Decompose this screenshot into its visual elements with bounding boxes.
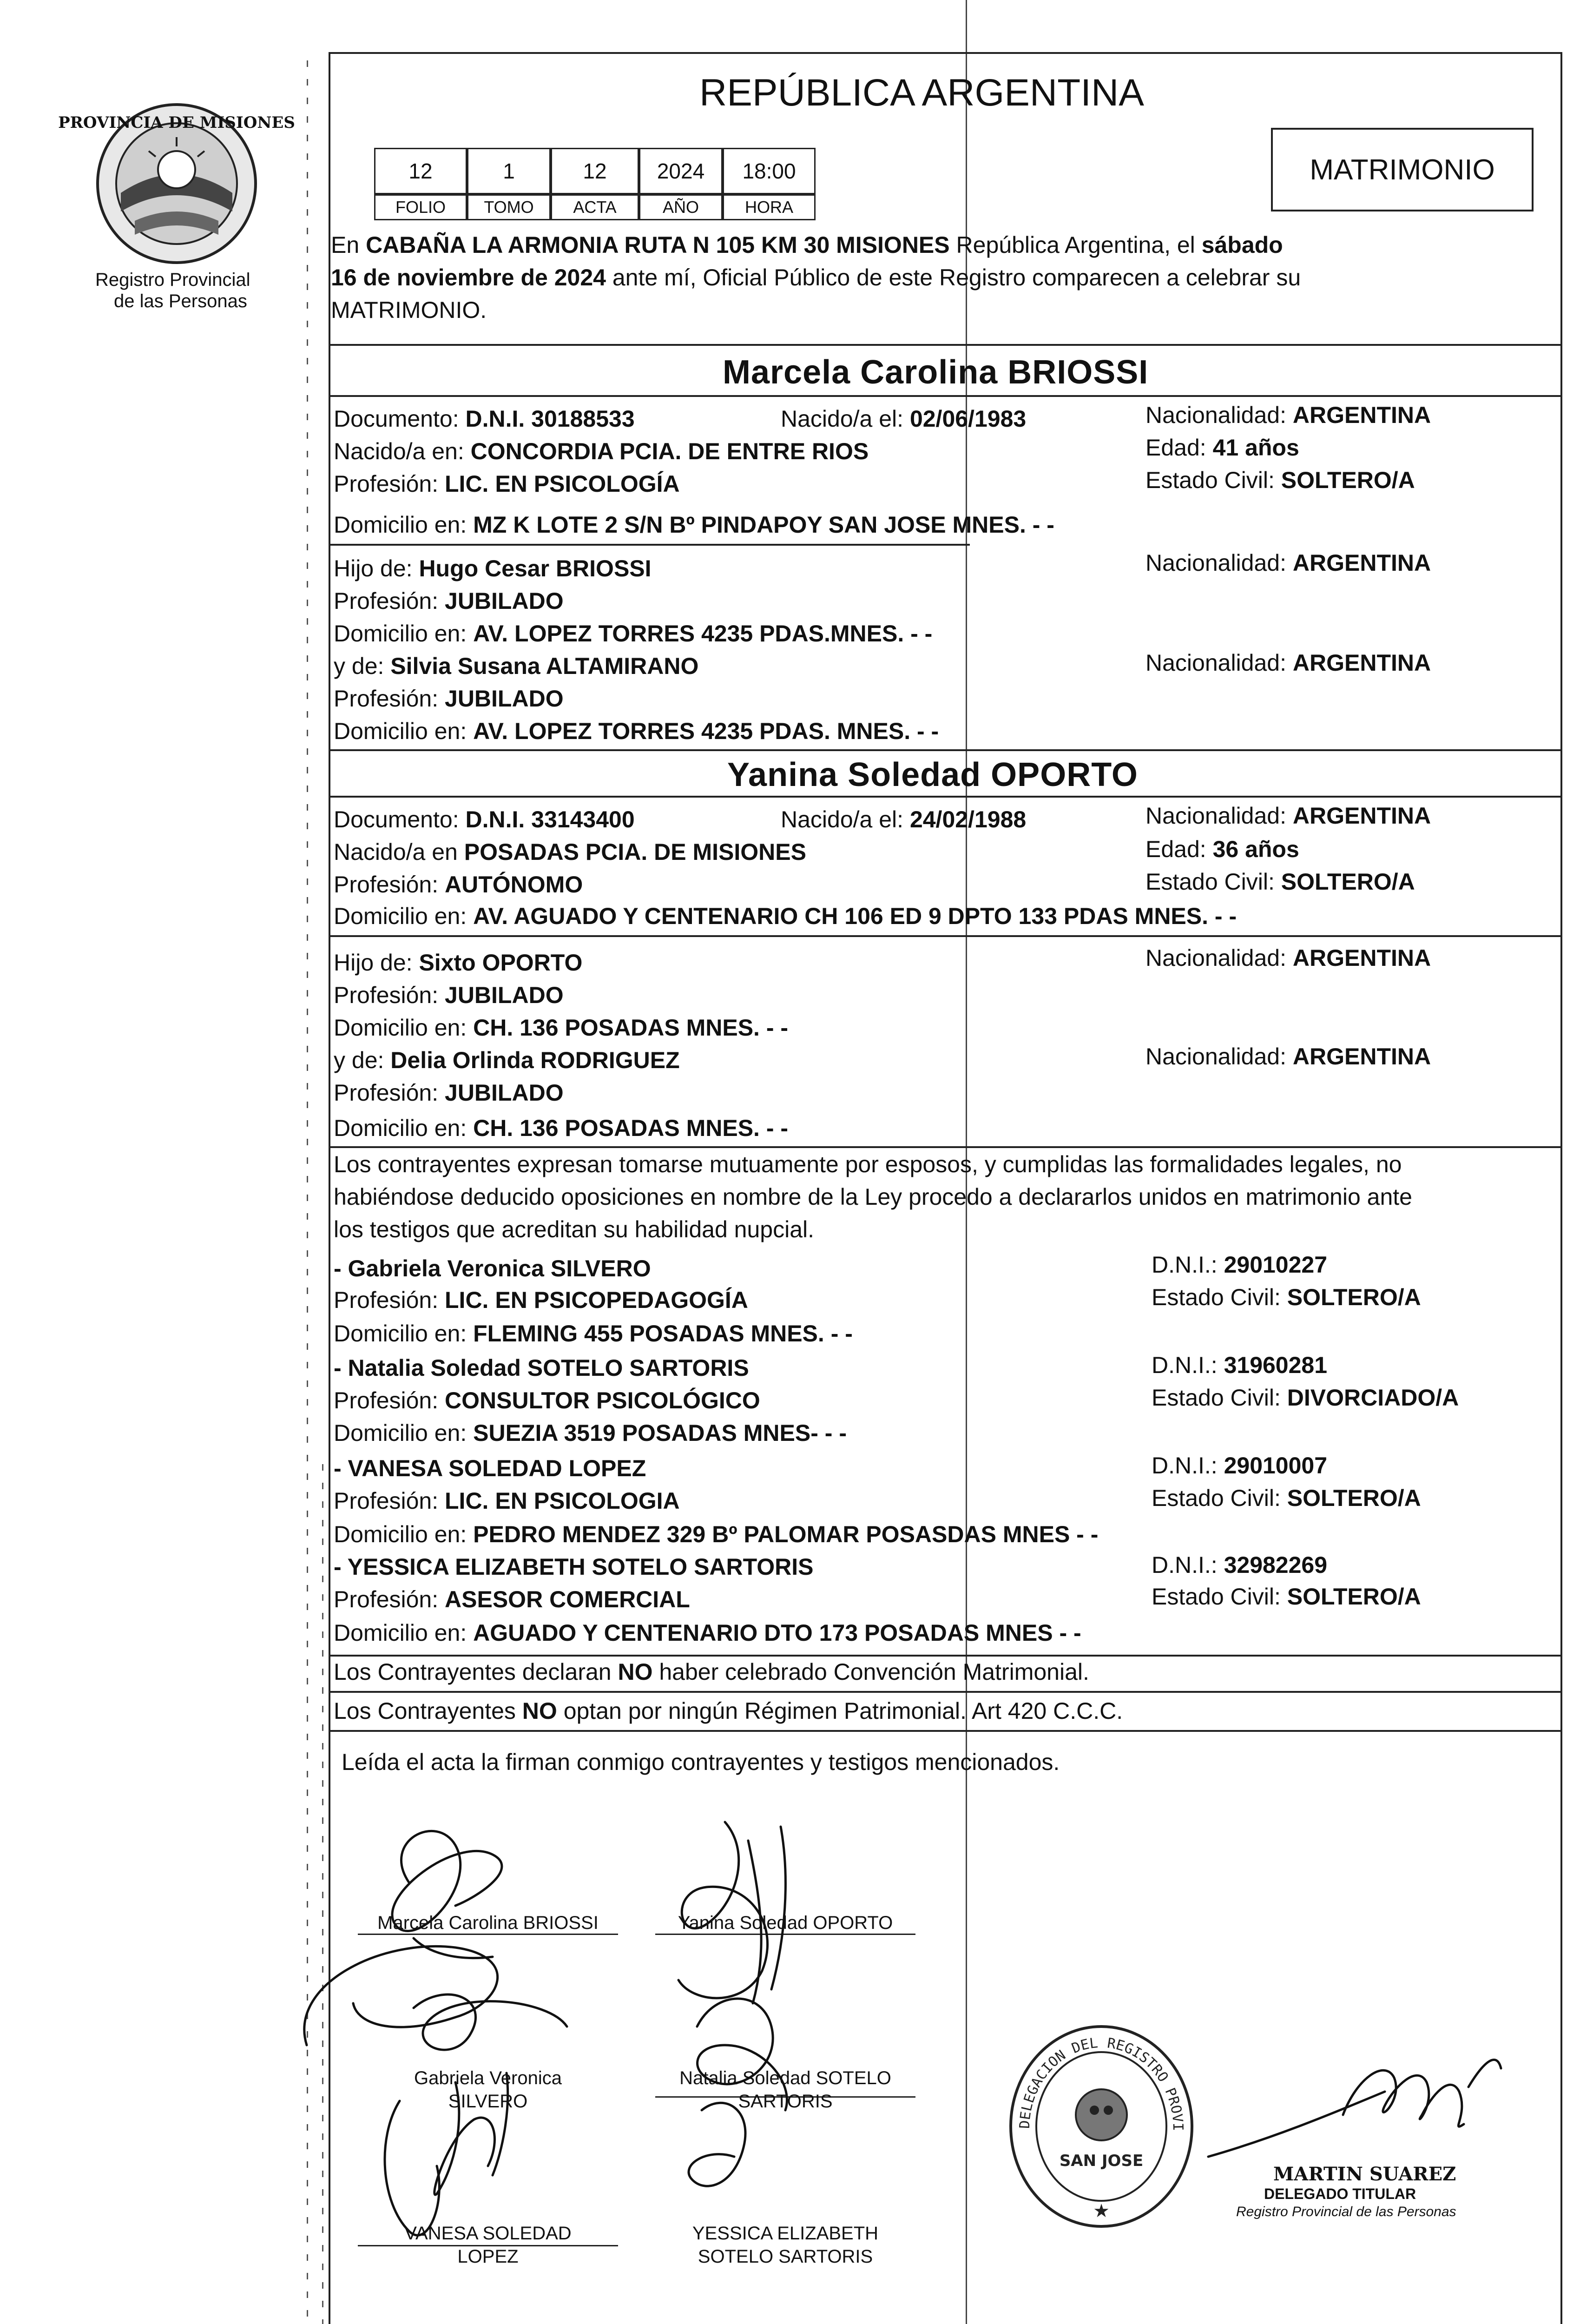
witness-civil-status: Estado Civil: SOLTERO/A — [1152, 1584, 1421, 1610]
spouse2-mother: y de: Delia Orlinda RODRIGUEZ — [334, 1047, 680, 1073]
province-logo — [58, 100, 295, 267]
anio-value: 2024 — [639, 148, 723, 194]
spouse1-mother-profession: Profesión: JUBILADO — [334, 686, 564, 712]
signature-caption-witness1: Gabriela Veronica SILVERO — [414, 2068, 562, 2112]
officer-org: Registro Provincial de las Personas — [1236, 2204, 1456, 2219]
convention-line-1: Los Contrayentes declaran NO haber celebrado Convención Matrimonial. — [334, 1659, 1089, 1685]
spouse1-father: Hijo de: Hugo Cesar BRIOSSI — [334, 555, 652, 581]
declaration-line-1: Los contrayentes expresan tomarse mutuamente por esposos, y cumplidas las formalidades legales, no — [334, 1151, 1402, 1177]
spouse1-mother: y de: Silvia Susana ALTAMIRANO — [334, 653, 699, 679]
spouse1-mother-address: Domicilio en: AV. LOPEZ TORRES 4235 PDAS. MNES. - - — [334, 718, 939, 744]
witness-civil-status: Estado Civil: DIVORCIADO/A — [1152, 1385, 1459, 1411]
spouse1-address: Domicilio en: MZ K LOTE 2 S/N Bº PINDAPOY SAN JOSE MNES. - - — [334, 512, 1054, 538]
spouse2-father-nationality: Nacionalidad: ARGENTINA — [1146, 945, 1431, 971]
spouse2-age: Edad: 36 años — [1146, 836, 1299, 862]
spouse1-doc: Documento: D.N.I. 30188533 — [334, 406, 635, 432]
witness-name: - Natalia Soledad SOTELO SARTORIS — [334, 1355, 749, 1381]
spouse1-civil-status: Estado Civil: SOLTERO/A — [1146, 467, 1415, 493]
divider — [329, 1730, 1562, 1732]
spouse2-mother-nationality: Nacionalidad: ARGENTINA — [1146, 1043, 1431, 1070]
spouse2-father-address: Domicilio en: CH. 136 POSADAS MNES. - - — [334, 1015, 789, 1041]
spouse2-mother-address: Domicilio en: CH. 136 POSADAS MNES. - - — [334, 1115, 789, 1141]
logo-text: PROVINCIA DE MISIONES — [58, 113, 295, 132]
spouse1-father-nationality: Nacionalidad: ARGENTINA — [1146, 550, 1431, 576]
divider — [329, 344, 1562, 346]
spouse1-nationality: Nacionalidad: ARGENTINA — [1146, 402, 1431, 428]
signature-caption-witness2: Natalia Soledad SOTELO SARTORIS — [679, 2068, 891, 2112]
spouse2-nationality: Nacionalidad: ARGENTINA — [1146, 803, 1431, 829]
handwritten-signatures — [260, 1785, 957, 2324]
tomo-value: 1 — [467, 148, 551, 194]
witness-dni: D.N.I.: 31960281 — [1152, 1352, 1328, 1378]
signature-caption-witness3: VANESA SOLEDAD LOPEZ — [404, 2223, 572, 2267]
spouse2-profession: Profesión: AUTÓNOMO — [334, 872, 583, 898]
closing-text: Leída el acta la firman conmigo contrayentes y testigos mencionados. — [342, 1749, 1060, 1775]
declaration-line-3: los testigos que acreditan su habilidad nupcial. — [334, 1216, 815, 1242]
officer-name: MARTIN SUAREZ — [1273, 2163, 1456, 2185]
convention-line-2: Los Contrayentes NO optan por ningún Régimen Patrimonial. Art 420 C.C.C. — [334, 1698, 1123, 1724]
witness-name: - VANESA SOLEDAD LOPEZ — [334, 1455, 646, 1481]
anio-label: AÑO — [639, 194, 723, 220]
witness-civil-status: Estado Civil: SOLTERO/A — [1152, 1485, 1421, 1511]
spouse2-father-profession: Profesión: JUBILADO — [334, 982, 564, 1008]
officer-title: DELEGADO TITULAR — [1264, 2185, 1416, 2202]
spouse1-name: Marcela Carolina BRIOSSI — [723, 354, 1149, 391]
witness-name: - YESSICA ELIZABETH SOTELO SARTORIS — [334, 1554, 814, 1580]
spouse2-born-place: Nacido/a en POSADAS PCIA. DE MISIONES — [334, 839, 806, 865]
tomo-label: TOMO — [467, 194, 551, 220]
divider — [329, 796, 1562, 798]
spouse1-mother-nationality: Nacionalidad: ARGENTINA — [1146, 650, 1431, 676]
divider — [329, 395, 1562, 397]
spouse2-address: Domicilio en: AV. AGUADO Y CENTENARIO CH 106 ED 9 DPTO 133 PDAS MNES. - - — [334, 903, 1237, 929]
spouse2-doc: Documento: D.N.I. 33143400 — [334, 806, 635, 832]
spouse2-civil-status: Estado Civil: SOLTERO/A — [1146, 869, 1415, 895]
signature-caption-spouse2: Yanina Soledad OPORTO — [678, 1913, 893, 1933]
witness-profession: Profesión: CONSULTOR PSICOLÓGICO — [334, 1387, 760, 1413]
intro-line-3: MATRIMONIO. — [331, 297, 487, 323]
svg-text:★: ★ — [1093, 2201, 1110, 2221]
divider — [329, 1146, 1562, 1148]
spouse1-father-profession: Profesión: JUBILADO — [334, 588, 564, 614]
witness-profession: Profesión: LIC. EN PSICOPEDAGOGÍA — [334, 1287, 748, 1313]
spouse1-born-date: Nacido/a el: 02/06/1983 — [781, 406, 1027, 432]
spouse1-profession: Profesión: LIC. EN PSICOLOGÍA — [334, 471, 680, 497]
witness-address: Domicilio en: PEDRO MENDEZ 329 Bº PALOMAR POSASDAS MNES - - — [334, 1521, 1099, 1547]
divider — [329, 544, 970, 546]
spouse1-born-place: Nacido/a en: CONCORDIA PCIA. DE ENTRE RIOS — [334, 438, 869, 464]
country-title: REPÚBLICA ARGENTINA — [699, 72, 1144, 114]
spouse2-father: Hijo de: Sixto OPORTO — [334, 950, 583, 976]
witness-address: Domicilio en: SUEZIA 3519 POSADAS MNES- - - — [334, 1420, 847, 1446]
registry-line-1: Registro Provincial — [95, 270, 250, 290]
spouse2-born-date: Nacido/a el: 24/02/1988 — [781, 806, 1027, 832]
spouse1-age: Edad: 41 años — [1146, 435, 1299, 461]
divider — [329, 935, 1562, 937]
witness-dni: D.N.I.: 32982269 — [1152, 1552, 1328, 1578]
hora-value: 18:00 — [723, 148, 816, 194]
hora-label: HORA — [723, 194, 816, 220]
witness-dni: D.N.I.: 29010007 — [1152, 1452, 1328, 1479]
witness-address: Domicilio en: AGUADO Y CENTENARIO DTO 173 POSADAS MNES - - — [334, 1620, 1081, 1646]
registry-seal — [1001, 2013, 1201, 2231]
witness-name: - Gabriela Veronica SILVERO — [334, 1255, 651, 1281]
seal-ring-text: DELEGACION DEL REGISTRO PROVI — [1016, 2034, 1186, 2132]
witness-dni: D.N.I.: 29010227 — [1152, 1252, 1328, 1278]
witness-address: Domicilio en: FLEMING 455 POSADAS MNES. - - — [334, 1320, 853, 1347]
intro-line-2: 16 de noviembre de 2024 ante mí, Oficial Público de este Registro comparecen a celebrar su — [331, 264, 1301, 290]
folio-label: FOLIO — [374, 194, 467, 220]
intro-line-1: En CABAÑA LA ARMONIA RUTA N 105 KM 30 MISIONES República Argentina, el sábado — [331, 232, 1283, 258]
spouse2-name: Yanina Soledad OPORTO — [727, 756, 1138, 793]
seal-center-text: SAN JOSE — [1059, 2152, 1144, 2170]
signature-caption-witness4: YESSICA ELIZABETH SOTELO SARTORIS — [692, 2223, 879, 2267]
folio-value: 12 — [374, 148, 467, 194]
witness-profession: Profesión: LIC. EN PSICOLOGIA — [334, 1488, 680, 1514]
divider — [329, 749, 1562, 751]
spouse2-mother-profession: Profesión: JUBILADO — [334, 1080, 564, 1106]
registry-line-2: de las Personas — [114, 291, 247, 311]
divider — [329, 1691, 1562, 1693]
acta-label: ACTA — [551, 194, 639, 220]
spouse1-father-address: Domicilio en: AV. LOPEZ TORRES 4235 PDAS.MNES. - - — [334, 621, 933, 647]
witness-civil-status: Estado Civil: SOLTERO/A — [1152, 1284, 1421, 1310]
divider — [329, 1655, 1562, 1657]
signature-caption-spouse1: Marcela Carolina BRIOSSI — [377, 1913, 599, 1933]
acta-value: 12 — [551, 148, 639, 194]
doc-type-box: MATRIMONIO — [1271, 128, 1534, 211]
witness-profession: Profesión: ASESOR COMERCIAL — [334, 1586, 690, 1612]
declaration-line-2: habiéndose deducido oposiciones en nombre de la Ley procedo a declararlos unidos en matrimonio ante — [334, 1184, 1412, 1210]
